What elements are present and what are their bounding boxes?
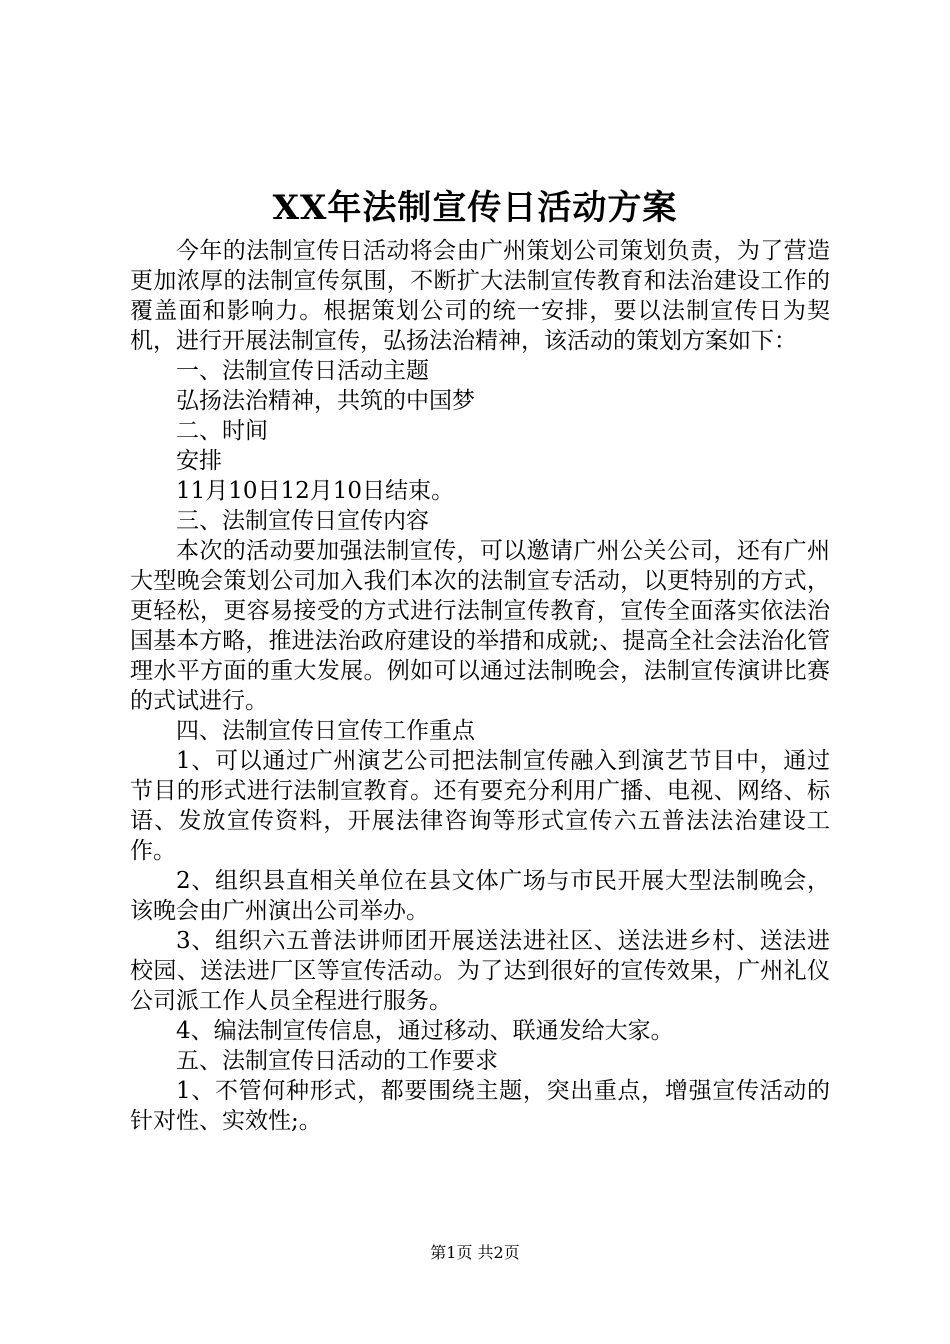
paragraph-theme: 弘扬法治精神，共筑的中国梦 [176,388,475,414]
paragraph-focus-4: 4、编法制宣传信息，通过移动、联通发给大家。 [176,1018,674,1044]
paragraph-focus-2: 2、组织县直相关单位在县文体广场与市民开展大型法制晚会，该晚会由广州演出公司举办。 [130,868,830,924]
paragraph-arrangement: 安排 [176,448,222,474]
document-title: XX年法制宣传日活动方案 [272,188,678,228]
document-body [130,236,830,1136]
heading-content: 三、法制宣传日宣传内容 [176,508,429,534]
paragraph-content: 本次的活动要加强法制宣传，可以邀请广州公关公司，还有广州大型晚会策划公司加入我们本次的法制宣专活动，以更特别的方式，更轻松，更容易接受的方式进行法制宣传教育，宣传全面落实依法治国基本方略，推进法治政府建设的举措和成就;、提高全社会法治化管理水平方面的重大发展。例如可以通过法制晚会，法制宣传演讲比赛的式试进行。 [130,538,830,714]
heading-focus: 四、法制宣传日宣传工作重点 [176,718,475,744]
heading-time: 二、时间 [176,418,268,444]
paragraph-focus-3: 3、组织六五普法讲师团开展送法进社区、送法进乡村、送法进校园、送法进厂区等宣传活动。为了达到很好的宣传效果，广州礼仪公司派工作人员全程进行服务。 [130,928,830,1014]
heading-requirements: 五、法制宣传日活动的工作要求 [176,1048,498,1074]
paragraph-dates: 11月10日12月10日结束。 [176,478,455,504]
page-number-footer: 第1页 共2页 [430,1243,520,1262]
heading-theme: 一、法制宣传日活动主题 [176,358,429,384]
paragraph-focus-1: 1、可以通过广州演艺公司把法制宣传融入到演艺节目中，通过节目的形式进行法制宣教育。还有要充分利用广播、电视、网络、标语、发放宣传资料，开展法律咨询等形式宣传六五普法法治建设工作。 [130,748,830,864]
paragraph-intro: 今年的法制宣传日活动将会由广州策划公司策划负责，为了营造更加浓厚的法制宣传氛围，不断扩大法制宣传教育和法治建设工作的覆盖面和影响力。根据策划公司的统一安排，要以法制宣传日为契机，进行开展法制宣传，弘扬法治精神，该活动的策划方案如下： [130,238,830,354]
paragraph-requirement-1: 1、不管何种形式，都要围绕主题，突出重点，增强宣传活动的针对性、实效性;。 [130,1078,830,1134]
